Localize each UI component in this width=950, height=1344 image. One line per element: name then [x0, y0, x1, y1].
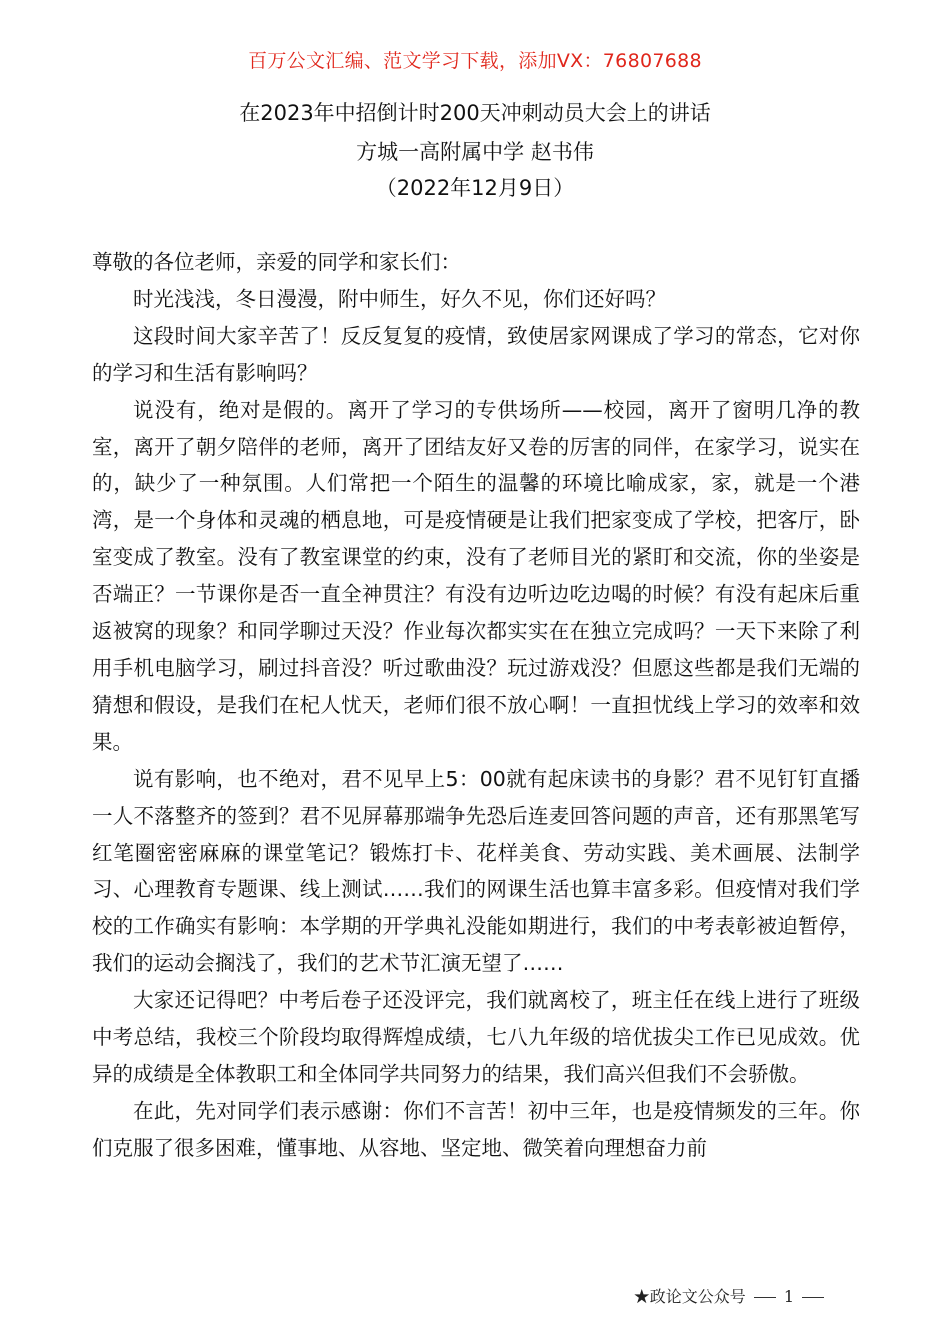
- paragraph-6: 在此，先对同学们表示感谢：你们不言苦！初中三年，也是疫情频发的三年。你们克服了很多困难，懂事地、从容地、坚定地、微笑着向理想奋力前: [92, 1098, 860, 1160]
- paragraph-4: 说有影响，也不绝对，君不见早上5：00就有起床读书的身影？君不见钉钉直播一人不落整齐的签到？君不见屏幕那端争先恐后连麦回答问题的声音，还有那黑笔写红笔圈密密麻麻的课堂笔记？锻炼打卡、花样美食、劳动实践、美术画展、法制学习、心理教育专题课、线上测试……我们的网课生活也算丰富多彩。但疫情对我们学校的工作确实有影响：本学期的开学典礼没能如期进行，我们的中考表彰被迫暂停，我们的运动会搁浅了，我们的艺术节汇演无望了……: [92, 766, 860, 976]
- page-footer: [634, 1284, 832, 1307]
- salutation: 尊敬的各位老师，亲爱的同学和家长们：: [92, 250, 461, 274]
- author-line: 方城一高附属中学 赵书伟: [356, 140, 594, 164]
- paragraph-2: 这段时间大家辛苦了！反反复复的疫情，致使居家网课成了学习的常态，它对你的学习和生活有影响吗？: [92, 323, 860, 385]
- footer-source: ★政论文公众号: [633, 1287, 746, 1306]
- speech-body: [92, 244, 860, 1167]
- paragraph-3: 说没有，绝对是假的。离开了学习的专供场所——校园，离开了窗明几净的教室，离开了朝夕陪伴的老师，离开了团结友好又卷的厉害的同伴，在家学习，说实在的，缺少了一种氛围。人们常把一个陌生的温馨的环境比喻成家，家，就是一个港湾，是一个身体和灵魂的栖息地，可是疫情硬是让我们把家变成了学校，把客厅，卧室变成了教室。没有了教室课堂的约束，没有了老师目光的紧盯和交流，你的坐姿是否端正？一节课你是否一直全神贯注？有没有边听边吃边喝的时候？有没有起床后重返被窝的现象？和同学聊过天没？作业每次都实实在在独立完成吗？一天下来除了利用手机电脑学习，刷过抖音没？听过歌曲没？玩过游戏没？但愿这些都是我们无端的猜想和假设，是我们在杞人忧天，老师们很不放心啊！一直担忧线上学习的效率和效果。: [92, 397, 860, 754]
- promo-banner: 百万公文汇编、范文学习下载，添加VX：76807688: [248, 50, 702, 72]
- footer-dash-left: [754, 1297, 776, 1298]
- paragraph-5: 大家还记得吧？中考后卷子还没评完，我们就离校了，班主任在线上进行了班级中考总结，我校三个阶段均取得辉煌成绩，七八九年级的培优拔尖工作已见成效。优异的成绩是全体教职工和全体同学共同努力的结果，我们高兴但我们不会骄傲。: [92, 988, 860, 1086]
- page-number: 1: [783, 1287, 794, 1306]
- date-line: （2022年12月9日）: [375, 176, 575, 200]
- paragraph-1: 时光浅浅，冬日漫漫，附中师生，好久不见，你们还好吗？: [133, 286, 666, 311]
- speech-title: 在2023年中招倒计时200天冲刺动员大会上的讲话: [239, 101, 711, 125]
- footer-dash-right: [802, 1297, 824, 1298]
